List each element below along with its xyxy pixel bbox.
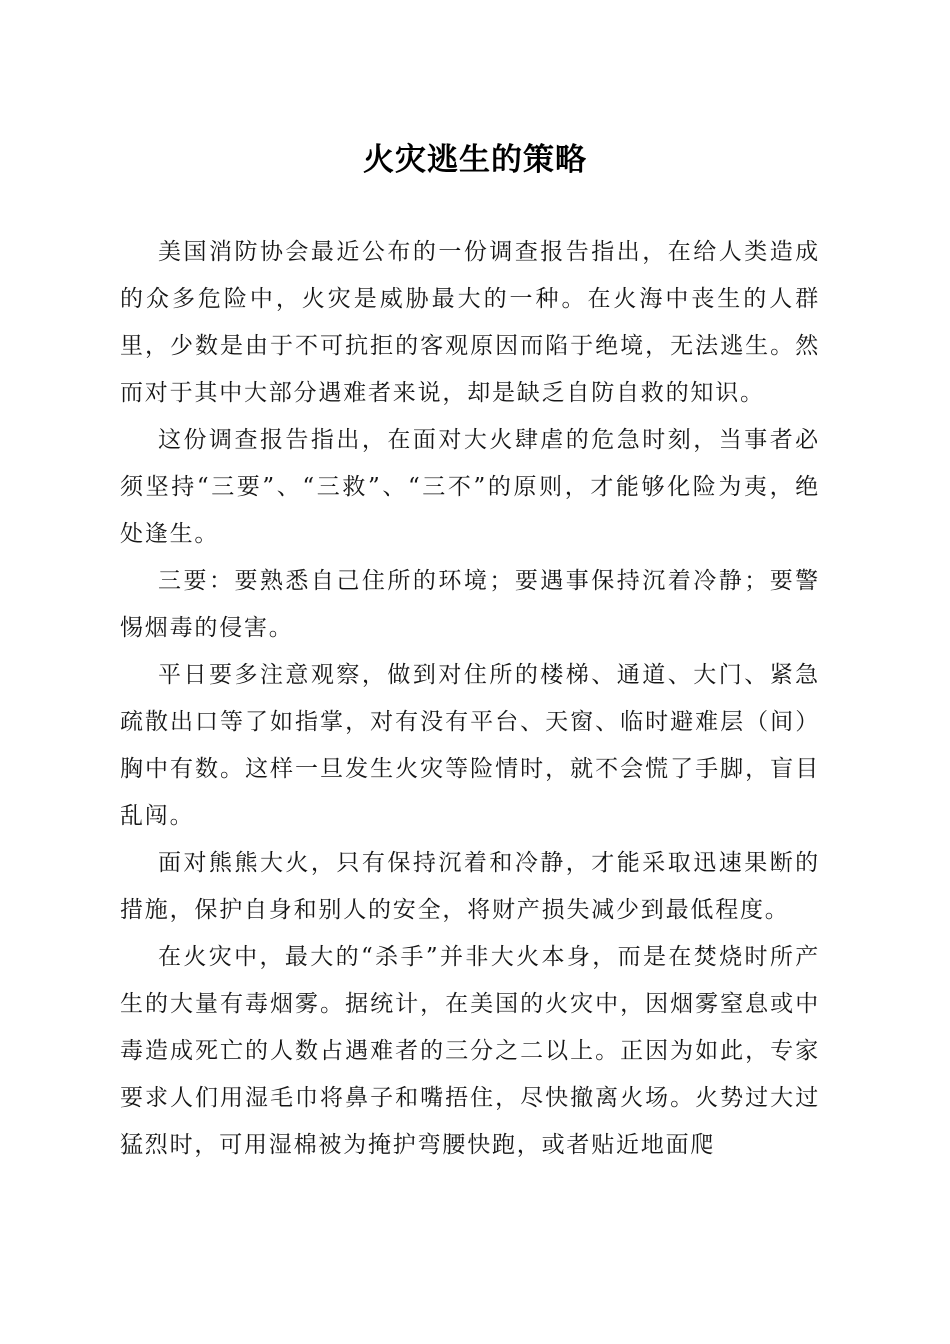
document-body	[120, 229, 820, 1169]
document-title: 火灾逃生的策略	[363, 142, 587, 178]
paragraph-three-musts: 三要：要熟悉自己住所的环境；要遇事保持沉着冷静；要警惕烟毒的侵害。	[120, 568, 820, 641]
paragraph-intro: 美国消防协会最近公布的一份调查报告指出，在给人类造成的众多危险中，火灾是威胁最大的一种。在火海中丧生的人群里，少数是由于不可抗拒的客观原因而陷于绝境，无法逃生。然而对于其中大部分遇难者来说，却是缺乏自防自救的知识。	[120, 239, 820, 406]
paragraph-observe-environment: 平日要多注意观察，做到对住所的楼梯、通道、大门、紧急疏散出口等了如指掌，对有没有平台、天窗、临时避难层（间）胸中有数。这样一旦发生火灾等险情时，就不会慌了手脚，盲目乱闯。	[120, 662, 820, 829]
paragraph-principles: 这份调查报告指出，在面对大火肆虐的危急时刻，当事者必须坚持“三要”、“三救”、“三不”的原则，才能够化险为夷，绝处逢生。	[120, 427, 820, 547]
paragraph-toxic-smoke: 在火灾中，最大的“杀手”并非大火本身，而是在焚烧时所产生的大量有毒烟雾。据统计，在美国的火灾中，因烟雾窒息或中毒造成死亡的人数占遇难者的三分之二以上。正因为如此，专家要求人们用湿毛巾将鼻子和嘴捂住，尽快撤离火场。火势过大过猛烈时，可用湿棉被为掩护弯腰快跑，或者贴近地面爬	[120, 944, 820, 1158]
paragraph-stay-calm: 面对熊熊大火，只有保持沉着和冷静，才能采取迅速果断的措施，保护自身和别人的安全，将财产损失减少到最低程度。	[120, 850, 820, 923]
